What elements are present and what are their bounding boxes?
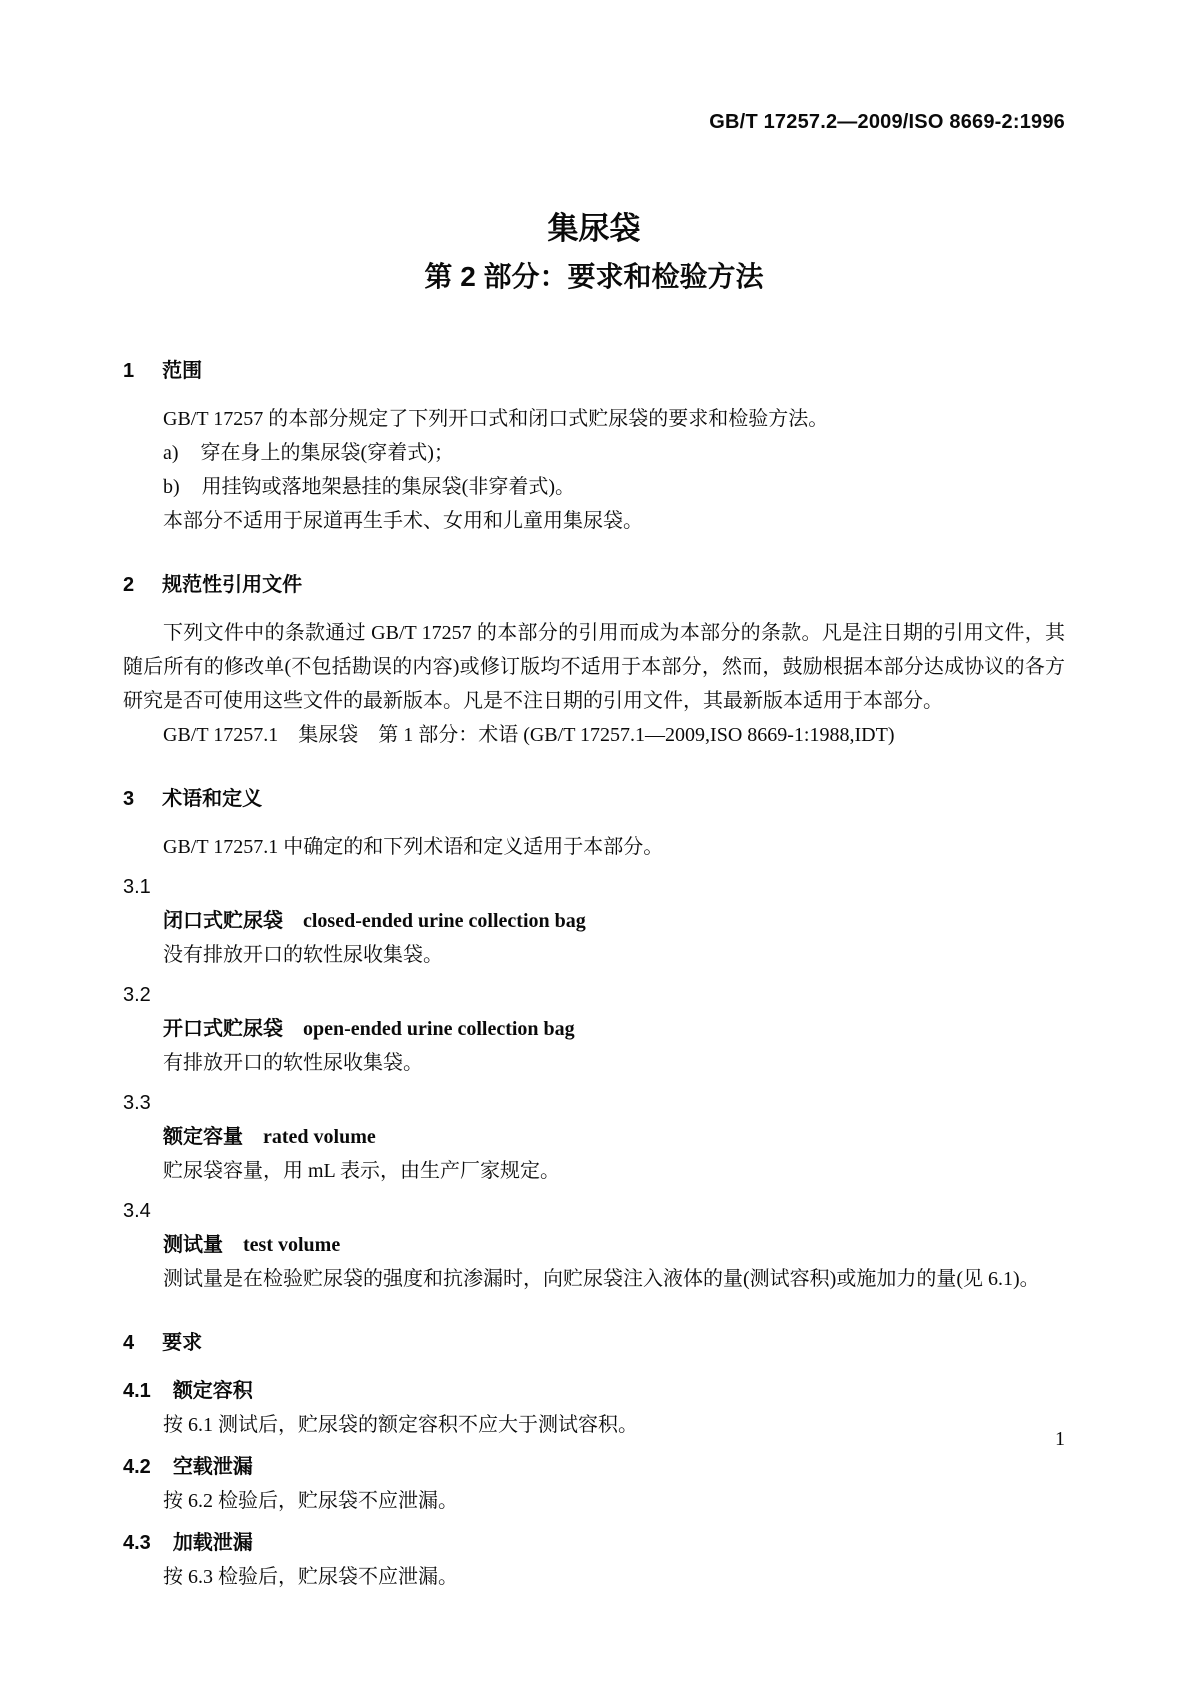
- term-3-3: [123, 1086, 1065, 1188]
- term-name-zh: 额定容量: [163, 1125, 243, 1148]
- section-title: 规范性引用文件: [162, 573, 303, 596]
- subsection-4-3-heading: [123, 1526, 1065, 1560]
- term-name-en: closed-ended urine collection bag: [303, 909, 586, 932]
- subsection-4-3-body: 按 6.3 检验后，贮尿袋不应泄漏。: [163, 1565, 458, 1588]
- section-number: 4: [123, 1331, 135, 1354]
- section-2-reference: GB/T 17257.1 集尿袋 第 1 部分：术语 (GB/T 17257.1—2009,ISO 8669-1:1988,IDT): [163, 723, 895, 746]
- term-name-line: [123, 1228, 1065, 1262]
- section-2-paragraph: 下列文件中的条款通过 GB/T 17257 的本部分的引用而成为本部分的条款。凡是注日期的引用文件，其随后所有的修改单(不包括勘误的内容)或修订版均不适用于本部分，然而，鼓励根据本部分达成协议的各方研究是否可使用这些文件的最新版本。凡是不注日期的引用文件，其最新版本适用于本部分。: [123, 621, 1065, 712]
- term-definition: 测试量是在检验贮尿袋的强度和抗渗漏时，向贮尿袋注入液体的量(测试容积)或施加力的量(见 6.1)。: [163, 1267, 1040, 1290]
- term-name-zh: 开口式贮尿袋: [163, 1017, 283, 1040]
- section-number: 1: [123, 359, 135, 382]
- term-name-en: test volume: [243, 1233, 341, 1256]
- subsection-4-3: [123, 1526, 1065, 1594]
- section-3-intro: GB/T 17257.1 中确定的和下列术语和定义适用于本部分。: [163, 835, 664, 858]
- term-definition: 有排放开口的软性尿收集袋。: [163, 1051, 423, 1074]
- subsection-4-1-body: 按 6.1 测试后，贮尿袋的额定容积不应大于测试容积。: [163, 1413, 638, 1436]
- term-number: 3.4: [123, 1199, 151, 1222]
- term-name-line: [123, 1120, 1065, 1154]
- term-3-1: [123, 870, 1065, 972]
- page-number: 1: [1055, 1428, 1065, 1450]
- list-marker: b): [163, 475, 180, 498]
- subsection-number: 4.2: [123, 1455, 151, 1478]
- section-title: 要求: [162, 1331, 203, 1354]
- section-2-heading: [123, 568, 1065, 602]
- section-title: 术语和定义: [162, 787, 263, 810]
- subsection-number: 4.1: [123, 1379, 151, 1402]
- subsection-title: 额定容积: [172, 1379, 253, 1402]
- section-number: 2: [123, 573, 135, 596]
- term-number: 3.1: [123, 875, 151, 898]
- subsection-4-2-body: 按 6.2 检验后，贮尿袋不应泄漏。: [163, 1489, 458, 1512]
- list-item-text: 用挂钩或落地架悬挂的集尿袋(非穿着式)。: [201, 475, 575, 498]
- term-3-2: [123, 978, 1065, 1080]
- section-1-heading: [123, 354, 1065, 388]
- term-name-en: rated volume: [263, 1125, 376, 1148]
- term-name-zh: 测试量: [163, 1233, 223, 1256]
- section-1-outro: 本部分不适用于尿道再生手术、女用和儿童用集尿袋。: [163, 509, 643, 532]
- section-4-heading: [123, 1326, 1065, 1360]
- section-3-heading: [123, 782, 1065, 816]
- subsection-4-1-heading: [123, 1374, 1065, 1408]
- list-item-a: [123, 436, 1065, 470]
- doc-number: GB/T 17257.2—2009/ISO 8669-2:1996: [709, 111, 1065, 133]
- doc-subtitle: 第 2 部分：要求和检验方法: [424, 261, 764, 293]
- term-name-line: [123, 904, 1065, 938]
- term-definition: 贮尿袋容量，用 mL 表示，由生产厂家规定。: [163, 1159, 561, 1182]
- term-number: 3.3: [123, 1091, 151, 1114]
- subsection-4-2: [123, 1450, 1065, 1518]
- doc-title: 集尿袋: [547, 211, 641, 246]
- term-name-en: open-ended urine collection bag: [303, 1017, 575, 1040]
- subsection-4-1: [123, 1374, 1065, 1442]
- subsection-title: 加载泄漏: [172, 1531, 253, 1554]
- section-title: 范围: [162, 359, 203, 382]
- list-item-text: 穿在身上的集尿袋(穿着式)；: [200, 441, 454, 464]
- term-3-4: [123, 1194, 1065, 1296]
- list-marker: a): [163, 441, 179, 464]
- subsection-4-2-heading: [123, 1450, 1065, 1484]
- section-1-intro: GB/T 17257 的本部分规定了下列开口式和闭口式贮尿袋的要求和检验方法。: [163, 407, 829, 430]
- subsection-number: 4.3: [123, 1531, 151, 1554]
- term-number: 3.2: [123, 983, 151, 1006]
- term-name-line: [123, 1012, 1065, 1046]
- subsection-title: 空载泄漏: [172, 1455, 253, 1478]
- term-name-zh: 闭口式贮尿袋: [163, 909, 283, 932]
- term-definition: 没有排放开口的软性尿收集袋。: [163, 943, 443, 966]
- section-number: 3: [123, 787, 135, 810]
- list-item-b: [123, 470, 1065, 504]
